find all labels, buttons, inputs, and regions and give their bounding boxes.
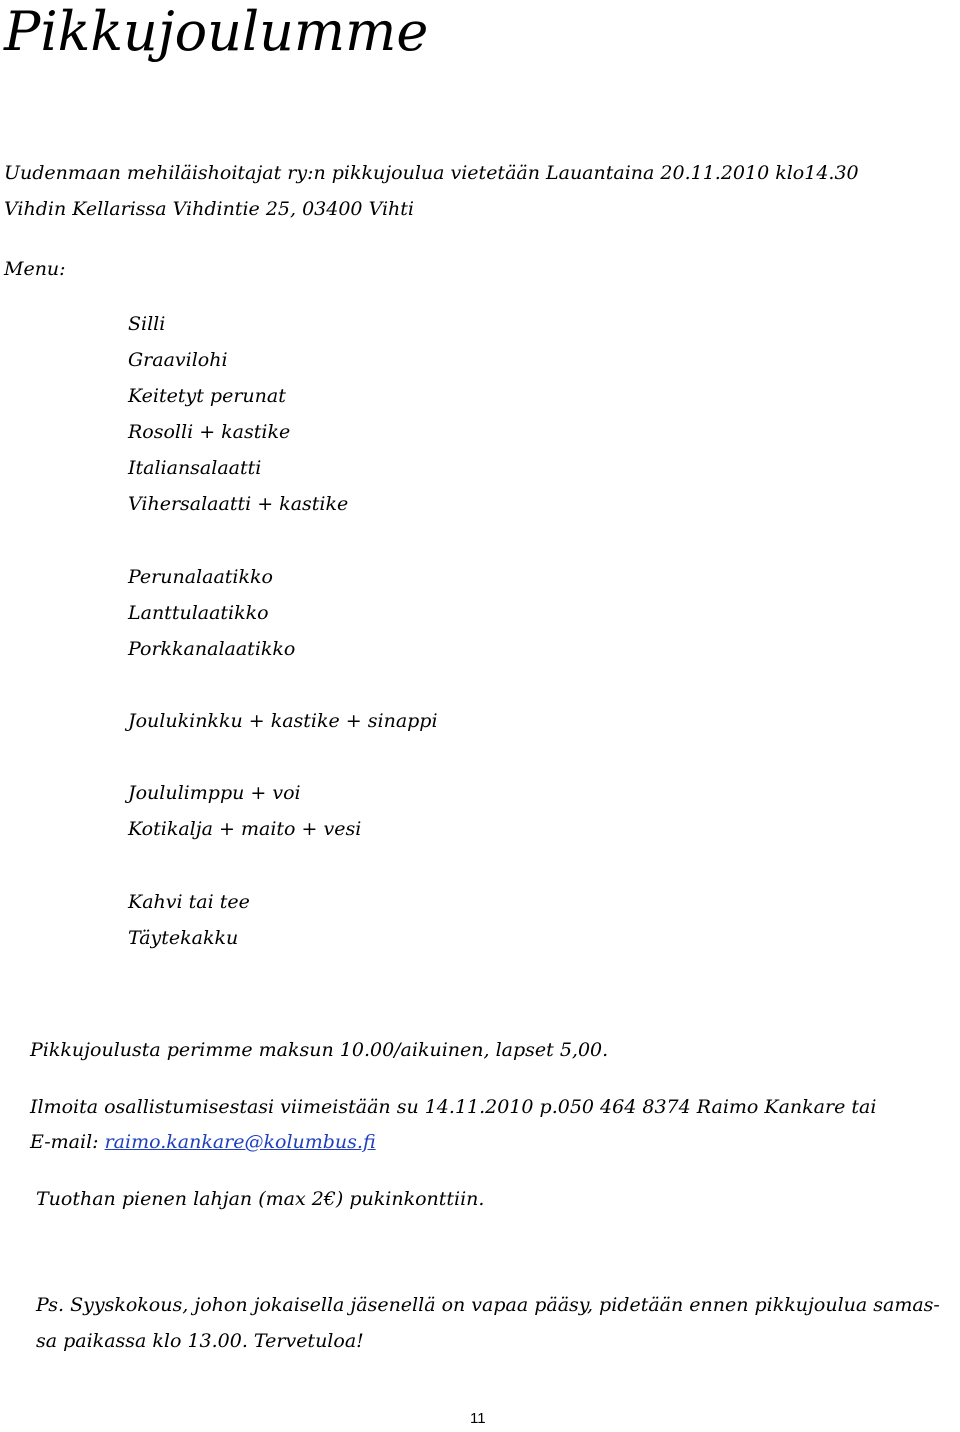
gift-note: Tuothan pienen lahjan (max 2€) pukinkonttiin. (36, 1188, 485, 1210)
price-info: Pikkujoulusta perimme maksun 10.00/aikuinen, lapset 5,00. (30, 1039, 609, 1061)
page-title: Pikkujoulumme (4, 0, 429, 63)
menu-item: Graavilohi (128, 349, 228, 371)
menu-item: Keitetyt perunat (128, 385, 286, 407)
menu-item: Täytekakku (128, 927, 239, 949)
menu-item: Rosolli + kastike (128, 421, 291, 443)
menu-item: Joululimppu + voi (128, 782, 301, 804)
registration-info: Ilmoita osallistumisestasi viimeistään su 14.11.2010 p.050 464 8374 Raimo Kankare tai (30, 1096, 877, 1118)
ps-note-line-1: Ps. Syyskokous, johon jokaisella jäsenellä on vapaa pääsy, pidetään ennen pikkujoulua samas- (36, 1294, 940, 1316)
menu-item: Kahvi tai tee (128, 891, 250, 913)
intro-line-2: Vihdin Kellarissa Vihdintie 25, 03400 Vihti (4, 198, 414, 220)
menu-item: Porkkanalaatikko (128, 638, 296, 660)
email-line (30, 1129, 376, 1155)
intro-line-1: Uudenmaan mehiläishoitajat ry:n pikkujoulua vietetään Lauantaina 20.11.2010 klo14.30 (4, 162, 859, 184)
menu-item: Perunalaatikko (128, 566, 273, 588)
menu-item: Italiansalaatti (128, 457, 262, 479)
menu-item: Silli (128, 313, 166, 335)
menu-item: Kotikalja + maito + vesi (128, 818, 362, 840)
ps-note-line-2: sa paikassa klo 13.00. Tervetuloa! (36, 1330, 364, 1352)
email-link[interactable]: raimo.kankare@kolumbus.fi (104, 1131, 376, 1153)
menu-item: Vihersalaatti + kastike (128, 493, 349, 515)
menu-label: Menu: (4, 258, 66, 280)
menu-item: Lanttulaatikko (128, 602, 269, 624)
page-number: 11 (470, 1410, 486, 1427)
menu-item: Joulukinkku + kastike + sinappi (128, 710, 438, 732)
email-label: E-mail: (30, 1131, 105, 1153)
